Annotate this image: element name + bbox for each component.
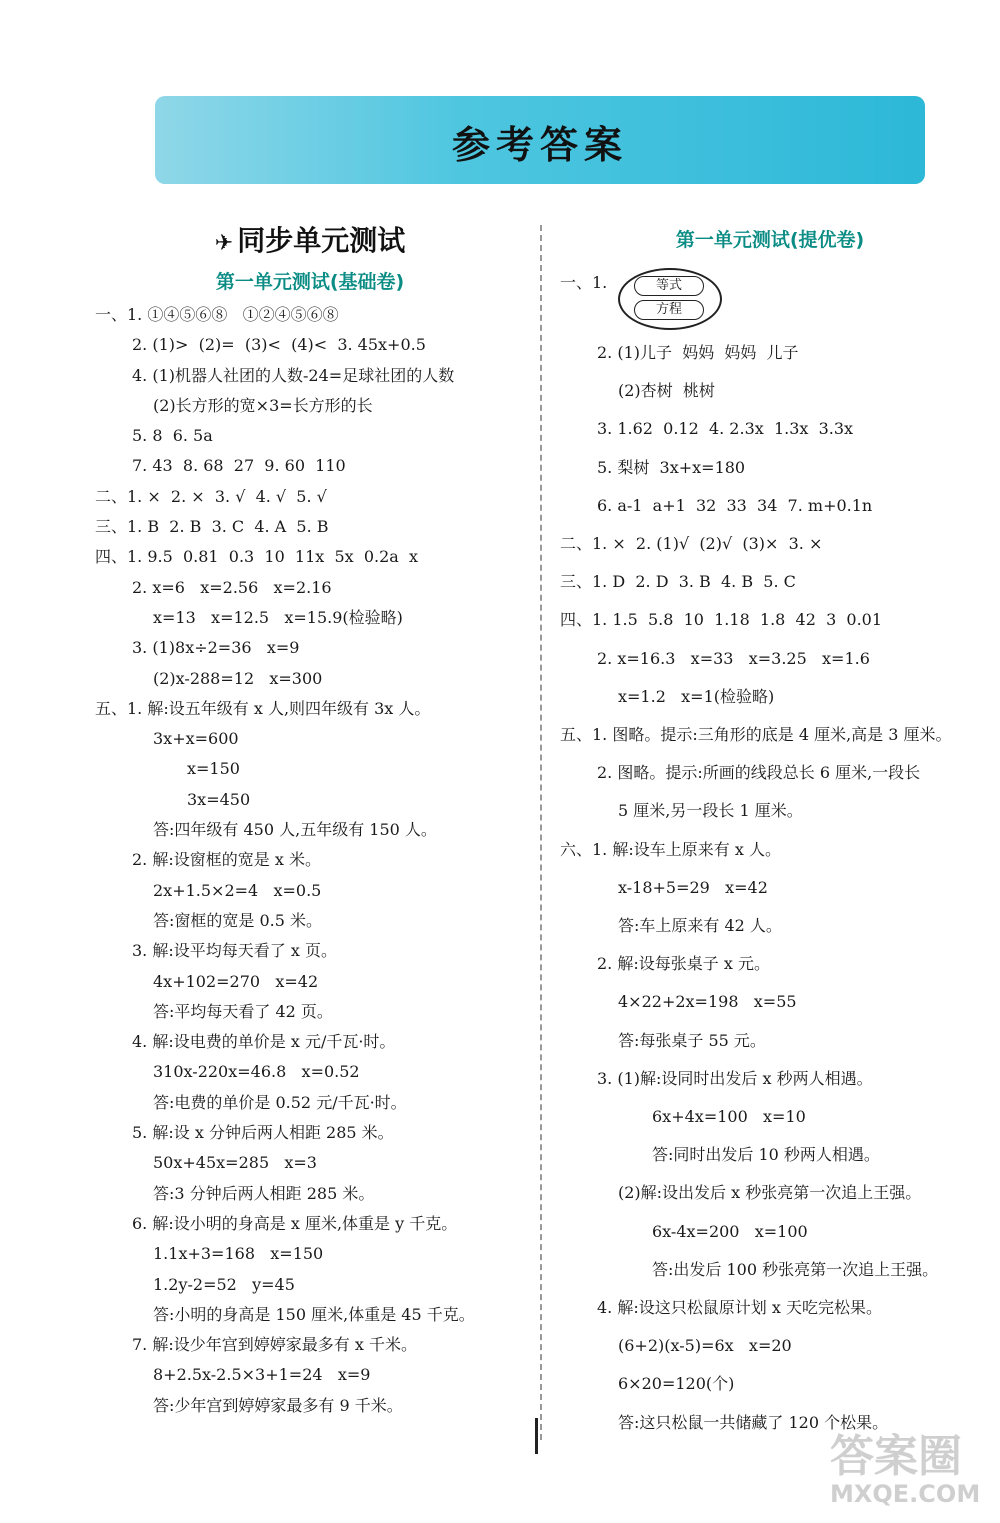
answer-line: 三、1. B 2. B 3. C 4. A 5. B: [95, 517, 329, 537]
answer-line: 5. 解:设 x 分钟后两人相距 285 米。: [132, 1123, 394, 1143]
answer-line: 答:每张桌子 55 元。: [618, 1030, 766, 1050]
answer-line: 一、1. ①④⑤⑥⑧ ①②④⑤⑥⑧: [95, 305, 339, 324]
answer-line: 8+2.5x-2.5×3+1=24 x=9: [153, 1365, 371, 1385]
answer-line: 5 厘米,另一段长 1 厘米。: [618, 801, 803, 821]
answer-line: 二、1. × 2. × 3. √ 4. √ 5. √: [95, 486, 327, 506]
answer-line: 1.1x+3=168 x=150: [153, 1244, 324, 1264]
answer-line: 2. 图略。提示:所画的线段总长 6 厘米,一段长: [597, 763, 921, 783]
answer-line: 7. 43 8. 68 27 9. 60 110: [132, 456, 346, 476]
watermark: [830, 1420, 990, 1515]
answer-line: 答:四年级有 450 人,五年级有 150 人。: [153, 820, 437, 840]
pill-formula: 方程: [634, 300, 704, 320]
answer-line: 答:同时出发后 10 秒两人相遇。: [652, 1145, 880, 1165]
answer-line: 1.2y-2=52 y=45: [153, 1274, 295, 1294]
answer-line: 四、1. 1.5 5.8 10 1.18 1.8 42 3 0.01: [560, 610, 883, 630]
watermark-text: 答案圈: [830, 1431, 962, 1482]
answer-line: 答:出发后 100 秒张亮第一次追上王强。: [652, 1259, 939, 1279]
answer-line: (6+2)(x-5)=6x x=20: [618, 1336, 792, 1356]
answer-line: 6x+4x=100 x=10: [652, 1107, 806, 1127]
answer-line: 2. (1)> (2)= (3)< (4)< 3. 45x+0.5: [132, 335, 426, 355]
answer-line: 答:电费的单价是 0.52 元/千瓦·时。: [153, 1092, 407, 1112]
answer-line: 2. (1)儿子 妈妈 妈妈 儿子: [597, 343, 799, 362]
pill-equation: 等式: [634, 276, 704, 296]
answer-line: 3. 1.62 0.12 4. 2.3x 1.3x 3.3x: [597, 419, 854, 439]
answer-line: 答:窗框的宽是 0.5 米。: [153, 910, 323, 930]
answer-line: 3x=450: [187, 789, 251, 809]
answer-line: (2)长方形的宽×3=长方形的长: [153, 395, 373, 415]
left-column: [95, 215, 525, 1421]
section-heading-text: 同步单元测试: [237, 224, 406, 257]
answer-line: 2. x=6 x=2.56 x=2.16: [132, 577, 332, 597]
answer-line: x-18+5=29 x=42: [618, 877, 768, 897]
title-banner: [155, 96, 925, 184]
answer-line: 3. 解:设平均每天看了 x 页。: [132, 941, 337, 961]
answer-line: 7. 解:设少年宫到婷婷家最多有 x 千米。: [132, 1335, 417, 1355]
answer-line: 4. 解:设这只松鼠原计划 x 天吃完松果。: [597, 1298, 882, 1318]
answer-line: 6×20=120(个): [618, 1374, 735, 1394]
rocket-icon: ✈: [214, 231, 234, 256]
page-title: 参考答案: [451, 123, 628, 167]
answer-line: (2)x-288=12 x=300: [153, 668, 323, 688]
answer-line: x=13 x=12.5 x=15.9(检验略): [153, 607, 403, 627]
answer-line: 2. 解:设窗框的宽是 x 米。: [132, 850, 321, 870]
column-divider: [540, 225, 542, 1440]
right-column: [560, 215, 980, 1442]
answer-line: 6. 解:设小明的身高是 x 厘米,体重是 y 千克。: [132, 1213, 458, 1233]
set-oval: [618, 268, 722, 330]
answer-line: 答:这只松鼠一共储藏了 120 个松果。: [618, 1412, 889, 1432]
answer-line: 2. 解:设每张桌子 x 元。: [597, 954, 770, 974]
watermark-url: MXQE.COM: [830, 1480, 981, 1508]
answer-line: x=1.2 x=1(检验略): [618, 686, 775, 706]
answer-line: 答:车上原来有 42 人。: [618, 916, 782, 936]
answer-line: 5. 8 6. 5a: [132, 426, 213, 446]
right-subtitle: 第一单元测试(提优卷): [675, 229, 865, 251]
section-heading: [95, 219, 525, 259]
answer-line: 2. x=16.3 x=33 x=3.25 x=1.6: [597, 648, 870, 668]
answer-line: 答:少年宫到婷婷家最多有 9 千米。: [153, 1395, 403, 1415]
answer-line: 3. (1)解:设同时出发后 x 秒两人相遇。: [597, 1068, 873, 1088]
answer-line: 答:3 分钟后两人相距 285 米。: [153, 1183, 375, 1203]
left-answer-list: [95, 300, 525, 1421]
answer-line: 六、1. 解:设车上原来有 x 人。: [560, 839, 781, 859]
answer-line: 3x+x=600: [153, 729, 239, 749]
answer-line: 四、1. 9.5 0.81 0.3 10 11x 5x 0.2a x: [95, 547, 419, 567]
answer-line: 4. 解:设电费的单价是 x 元/千瓦·时。: [132, 1032, 396, 1052]
answer-line: 答:平均每天看了 42 页。: [153, 1001, 333, 1021]
left-subtitle: 第一单元测试(基础卷): [215, 271, 405, 293]
answer-line: 五、1. 解:设五年级有 x 人,则四年级有 3x 人。: [95, 698, 431, 718]
answer-line: 答:小明的身高是 150 厘米,体重是 45 千克。: [153, 1304, 475, 1324]
answer-line: (2)解:设出发后 x 秒张亮第一次追上王强。: [618, 1183, 922, 1203]
answer-line: 五、1. 图略。提示:三角形的底是 4 厘米,高是 3 厘米。: [560, 725, 952, 745]
answer-line: 3. (1)8x÷2=36 x=9: [132, 638, 300, 658]
right-answer-list: [560, 334, 980, 1442]
answer-line: 6x-4x=200 x=100: [652, 1221, 808, 1241]
answer-line: 50x+45x=285 x=3: [153, 1153, 317, 1173]
answer-line: (2)杏树 桃树: [618, 381, 715, 401]
answer-line: 二、1. × 2. (1)√ (2)√ (3)× 3. ×: [560, 534, 823, 554]
answer-line: x=150: [187, 759, 240, 779]
question-1-diagram: [560, 262, 980, 334]
answer-line: 4x+102=270 x=42: [153, 971, 319, 991]
page-mark: [535, 1418, 538, 1454]
answer-line: 4×22+2x=198 x=55: [618, 992, 797, 1012]
answer-line: 2x+1.5×2=4 x=0.5: [153, 880, 322, 900]
answer-line: 310x-220x=46.8 x=0.52: [153, 1062, 360, 1082]
question-label: 一、1.: [560, 273, 608, 292]
answer-line: 5. 梨树 3x+x=180: [597, 457, 746, 477]
answer-line: 4. (1)机器人社团的人数-24=足球社团的人数: [132, 365, 455, 385]
answer-line: 三、1. D 2. D 3. B 4. B 5. C: [560, 572, 796, 592]
answer-line: 6. a-1 a+1 32 33 34 7. m+0.1n: [597, 495, 873, 515]
